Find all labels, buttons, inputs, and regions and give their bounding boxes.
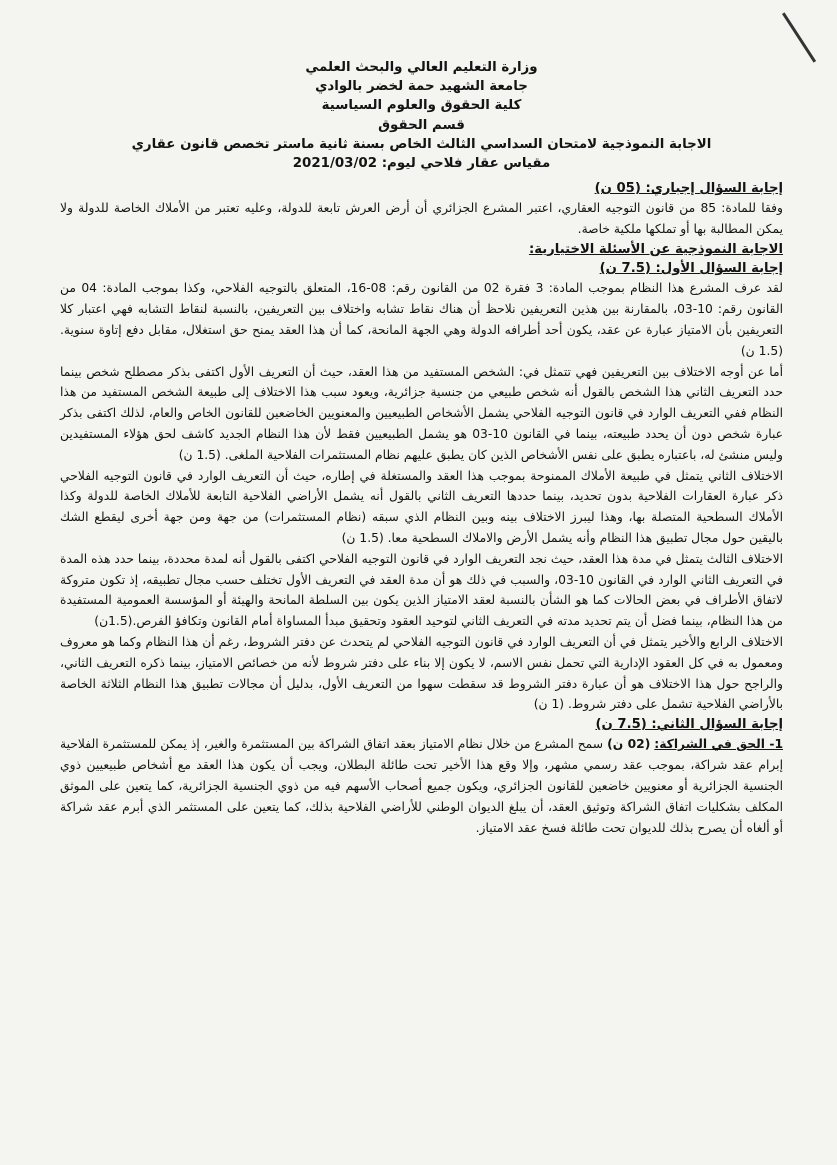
q1-paragraph-5: الاختلاف الرابع والأخير يتمثل في أن التعريف الوارد في قانون التوجيه الفلاحي لم يتحدث عن دفتر الشروط، رغم أن هذا النظام وكما هو معروف ومعمول به في كل العقود الإدارية التي تحمل نفس الاسم، لا يكون إلا بناء على دفتر شروط لأنه من خصائص الامتياز، بينما ذكره التعريف الثاني، والراجح حول هذا الاختلاف هو أن عبارة دفتر الشروط قد سقطت سهوا من التعريف الأول، بدليل أن مجالات تطبيق هذا النظام الثلاثة الخاصة بالأراضي الفلاحية تشمل على دفتر شروط. (1 ن) (60, 634, 783, 712)
q2-text: سمح المشرع من خلال نظام الامتياز بعقد اتفاق الشراكة بين المستثمرة والغير، إذ يمكن للمستثمرة الفلاحية إبرام عقد شراكة، بموجب عقد رسمي مشهر، وإلا وقع هذا الأخير تحت طائلة البطلان، ويجب أن يكون هذا العقد مع أشخاص طبيعيين ذوي الجنسية الجزائرية أو معنويين خاضعين للقانون الجزائري، ويكون جميع أصحاب الأسهم فيه من ذوي الجنسية الجزائرية، كما يتعين على الموثق المكلف بشكليات اتفاق الشراكة وتوثيق العقد، أن يبلغ الديوان الوطني للأراضي الفلاحية بذلك، كما يتعين على المستثمر الذي أبرم عقد شراكة أو ألغاه أن يصرح بذلك للديوان تحت طائلة فسخ عقد الامتياز. (60, 737, 783, 835)
q1-paragraph-3: الاختلاف الثاني يتمثل في طبيعة الأملاك الممنوحة بموجب هذا العقد والمستغلة في إطاره، حيث أن التعريف الوارد في قانون التوجيه الفلاحي ذكر عبارة العقارات الفلاحية بدون تحديد، بينما حددها التعريف الثاني بالقول أنه يشمل الأراضي الفلاحية التابعة للأملاك الخاصة للدولة وكذا الأملاك السطحية المتصلة بها، وهذا ليبرز الاختلاف بينه وبين النظام الذي سبقه (نظام المستثمرات) من جهة ومن جهة أخرى ليقطع الشك باليقين حول مجال تطبيق هذا النظام وأنه يشمل الأرض والاملاك السطحية معا. (1.5 ن) (60, 468, 783, 545)
optional-questions-title: الاجابة النموذجية عن الأسئلة الاختيارية: (528, 242, 783, 258)
document-page (60, 58, 783, 838)
q1-paragraph-2: أما عن أوجه الاختلاف بين التعريفين فهي تتمثل في: الشخص المستفيد من هذا العقد، حيث أن التعريف الأول اكتفى بذكر مصطلح شخص بينما حدد التعريف الثاني هذا الشخص بالقول أنه شخص طبيعي من جنسية جزائرية، ويعود سبب هذا الاختلاف إلى طبيعة الشخص المستفيد من هذا النظام ففي التعريف الوارد في قانون التوجيه الفلاحي يشمل الأشخاص الطبيعيين والمعنويين الخاضعين للقانون الخاص والعام، لذلك اكتفى بذكر عبارة شخص دون أن يحدد طبيعته، بينما في القانون 10-03 هو يشمل الطبيعيين فقط لأن هذا النظام الجديد كاشف لحق هؤلاء المستفيدين وليس منشئ له، باعتباره يطبق على نفس الأشخاص الذين كان يطبق عليهم نظام المستثمرات الفلاحية الملغى. (1.5 ن) (60, 364, 783, 462)
faculty-line: كلية الحقوق والعلوم السياسية (321, 98, 522, 114)
q1-paragraph-1: لقد عرف المشرع هذا النظام بموجب المادة: 3 فقرة 02 من القانون رقم: 08-16، المتعلق بالتوجيه الفلاحي، وكذا بموجب المادة: 04 من القانون رقم: 10-03، بالمقارنة بين هذين التعريفين نلاحظ أن هناك نقاط تشابه واختلاف بين التعريفين، بالنسبة لنقاط التشابه فهي اعتبار كلا التعريفين بأن الامتياز عبارة عن عقد، يكون أحد أطرافه الدولة وهي الجهة المانحة، كما أن هذا العقد يمنح حق استغلال، مقابل دفع إتاوة سنوية.(1.5 ن) (60, 281, 783, 358)
q2-sub-points: (02 ن) (607, 737, 651, 752)
ministry-line: وزارة التعليم العالي والبحث العلمي (305, 60, 538, 75)
q2-paragraph-1 (60, 734, 783, 838)
q2-subheading: 1- الحق في الشراكة: (654, 737, 783, 752)
mandatory-question-title: إجابة السؤال إجباري: (05 ن) (594, 181, 783, 197)
document-header (60, 58, 783, 173)
pen-stroke-mark (782, 12, 816, 62)
question-2-title: إجابة السؤال الثاني: (7.5 ن) (595, 717, 783, 733)
subject-date-line: مقياس عقار فلاحي ليوم: 2021/03/02 (292, 156, 551, 172)
question-1-title: إجابة السؤال الأول: (7.5 ن) (599, 261, 783, 277)
q1-paragraph-4: الاختلاف الثالث يتمثل في مدة هذا العقد، حيث نجد التعريف الوارد في قانون التوجيه الفلاحي اكتفى بالقول أنه لمدة محددة، بينما حدد هذه المدة في التعريف الثاني الوارد في القانون 10-03، والسبب في ذلك هو أن مدة العقد في التعريف الأول تختلف حسب مجال تطبيقه، إذ تكون متروكة لاتفاق الأطراف في بعض الحالات كما هو الشأن بالنسبة لعقد الامتياز الذين يكون بين السلطة المانحة والهيئة أو المؤسسة العمومية المستفيدة من هذا النظام، بينما فضل أن يتم تحديد مدته في التعريف الثاني لتوحيد العقود وتحقيق مبدأ المساواة أمام القانون وتكافؤ الفرص.(1.5ن) (60, 551, 784, 629)
department-line: قسم الحقوق (378, 117, 465, 133)
mandatory-answer: وفقا للمادة: 85 من قانون التوجيه العقاري، اعتبر المشرع الجزائري أن أرض العرش تابعة للدولة، وعليه تعتبر من الأملاك الخاصة للدولة ولا يمكن المطالبة بها أو تملكها ملكية خاصة. (60, 201, 783, 237)
exam-title: الاجابة النموذجية لامتحان السداسي الثالث الخاص بسنة ثانية ماستر تخصص قانون عقاري (131, 136, 712, 152)
university-line: جامعة الشهيد حمة لخضر بالوادي (315, 79, 528, 95)
